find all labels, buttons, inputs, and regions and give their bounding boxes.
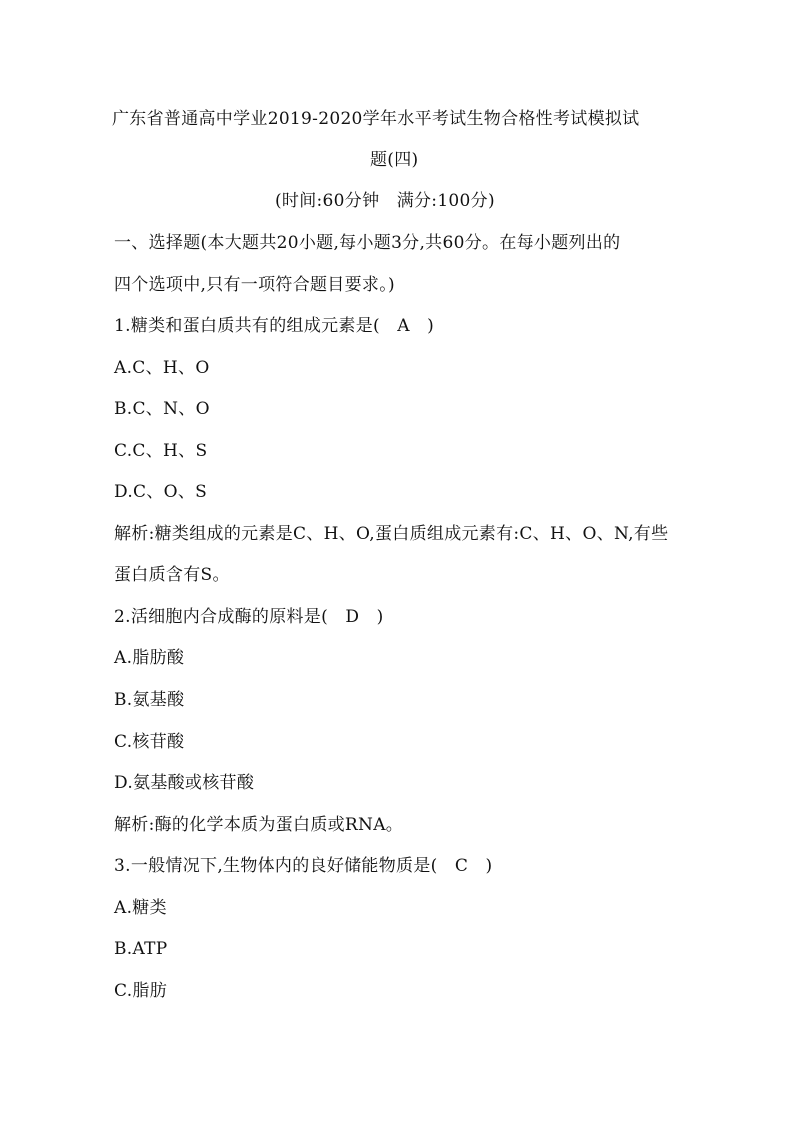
question-1-option-d: D.C、O、S — [114, 482, 208, 502]
question-2-stem: 2.活细胞内合成酶的原料是( D ) — [114, 607, 384, 627]
section-instructions-line1: 一、选择题(本大题共20小题,每小题3分,共60分。在每小题列出的 — [114, 233, 621, 253]
page-title-line2: 题(四) — [370, 150, 419, 170]
page-title-line1: 广东省普通高中学业2019-2020学年水平考试生物合格性考试模拟试 — [112, 109, 640, 129]
question-3-stem: 3.一般情况下,生物体内的良好储能物质是( C ) — [114, 856, 493, 876]
question-2-option-d: D.氨基酸或核苷酸 — [114, 773, 255, 793]
question-1-option-b: B.C、N、O — [114, 399, 210, 419]
question-2-option-a: A.脂肪酸 — [114, 648, 185, 668]
question-1-option-a: A.C、H、O — [114, 358, 210, 378]
question-3-option-a: A.糖类 — [114, 898, 167, 918]
question-1-option-c: C.C、H、S — [114, 441, 208, 461]
question-2-analysis-line1: 解析:酶的化学本质为蛋白质或RNA。 — [114, 815, 404, 835]
exam-meta: (时间:60分钟 满分:100分) — [275, 191, 495, 211]
question-1-stem: 1.糖类和蛋白质共有的组成元素是( A ) — [114, 316, 435, 336]
question-1-analysis-line1: 解析:糖类组成的元素是C、H、O,蛋白质组成元素有:C、H、O、N,有些 — [114, 524, 669, 544]
question-2-option-b: B.氨基酸 — [114, 690, 185, 710]
question-2-option-c: C.核苷酸 — [114, 732, 185, 752]
section-instructions-line2: 四个选项中,只有一项符合题目要求。) — [114, 275, 395, 295]
question-1-analysis-line2: 蛋白质含有S。 — [114, 565, 230, 585]
question-3-option-b: B.ATP — [114, 939, 168, 959]
question-3-option-c: C.脂肪 — [114, 981, 168, 1001]
